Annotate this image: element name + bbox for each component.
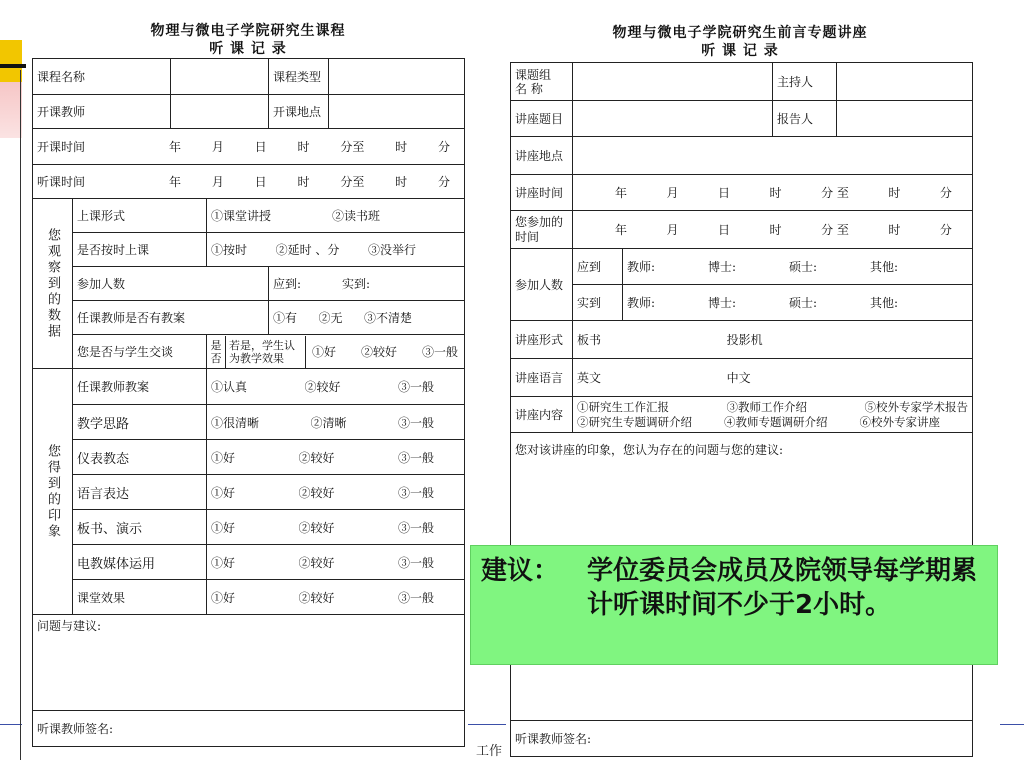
date-year: 年 (615, 223, 628, 237)
label-place: 讲座地点 (511, 137, 573, 175)
opt: ③一般 (397, 380, 434, 394)
date-hour: 时 (297, 175, 310, 189)
label-talk-students: 您是否与学生交谈 (73, 335, 207, 369)
date-min-to: 分 至 (821, 186, 849, 200)
date-hour2: 时 (395, 140, 408, 154)
field-course-name[interactable] (171, 59, 269, 95)
opt: ③不清楚 (363, 311, 412, 325)
group-impression: 您得到的印象 (33, 369, 73, 615)
row-listen-time[interactable] (33, 165, 465, 199)
label-actual: 实到 (573, 285, 623, 321)
course-record-table (32, 58, 465, 747)
label-impression-prompt: 您对该讲座的印象，您认为存在的问题与您的建议: (515, 443, 784, 457)
opt: ②较好 (298, 450, 335, 465)
label-impression: 教学思路 (73, 405, 207, 440)
date-hour: 时 (297, 140, 310, 154)
opt: 中文 (726, 371, 751, 385)
date-hour2: 时 (888, 186, 901, 200)
opt: ①很清晰 (211, 415, 260, 430)
form-title-line2: 听 课 记 录 (701, 43, 779, 59)
opt: ④教师专题调研介绍 (724, 414, 828, 429)
label-teacher: 教师: (627, 260, 656, 274)
label-attendance: 参加人数 (73, 267, 269, 301)
label-impression: 课堂效果 (73, 580, 207, 615)
opts-lecture-content[interactable] (573, 397, 973, 433)
opt: ②较好 (361, 345, 398, 359)
label-lecture-content: 讲座内容 (511, 397, 573, 433)
date-month: 月 (666, 223, 679, 237)
opts-impression[interactable] (207, 545, 465, 580)
course-record-form (28, 18, 468, 758)
no-label: 否 (210, 351, 222, 365)
opt: ①好 (211, 590, 236, 605)
row-open-time[interactable] (33, 129, 465, 165)
label-signature: 听课教师签名: (515, 732, 592, 746)
opt: ①认真 (211, 380, 248, 394)
date-min-to: 分至 (340, 140, 365, 154)
opts-class-form[interactable] (207, 199, 465, 233)
opt: 实到: (341, 277, 371, 291)
opts-lecture-form[interactable] (573, 321, 973, 359)
opt: ②较好 (298, 555, 335, 570)
opt: ②研究生专题调研介绍 (577, 414, 692, 429)
label-master: 硕士: (788, 296, 818, 310)
opts-impression[interactable] (207, 369, 465, 405)
label-group-line1: 课题组 (515, 67, 552, 82)
opt: ③一般 (397, 485, 434, 500)
label-impression: 任课教师教案 (73, 369, 207, 405)
label-reporter: 报告人 (773, 101, 837, 137)
opt: ②无 (318, 311, 343, 325)
opt: ①课堂讲授 (211, 209, 272, 223)
field-topic[interactable] (573, 101, 773, 137)
opts-impression[interactable] (207, 475, 465, 510)
opt: 投影机 (726, 333, 763, 347)
opt: ③一般 (397, 415, 434, 430)
label-other: 其他: (869, 260, 898, 274)
opt: 应到: (273, 277, 302, 291)
label-time: 讲座时间 (511, 175, 573, 211)
slide-left-rule (20, 70, 21, 760)
opt: ①好 (312, 345, 337, 359)
label-should: 应到 (573, 249, 623, 285)
note-label: 建议： (481, 556, 560, 586)
footer-line-left (0, 724, 22, 725)
slide-accent-pink (0, 82, 22, 138)
footer-line-mid (462, 724, 506, 725)
field-teacher[interactable] (171, 95, 269, 129)
date-hour: 时 (769, 223, 782, 237)
opt: ③教师工作介绍 (726, 399, 807, 414)
opt: ③一般 (397, 450, 434, 465)
date-min-to: 分 至 (821, 223, 849, 237)
if-yes-text: 为教学效果 (229, 351, 285, 365)
field-reporter[interactable] (837, 101, 973, 137)
opts-impression[interactable] (207, 510, 465, 545)
opt: ①按时 (211, 243, 248, 257)
label-host: 主持人 (773, 63, 837, 101)
form-title (28, 18, 468, 58)
field-questions[interactable] (33, 615, 465, 711)
label-phd: 博士: (707, 260, 737, 274)
opts-impression[interactable] (207, 405, 465, 440)
label-on-time: 是否按时上课 (73, 233, 207, 267)
form-title-line2: 听 课 记 录 (209, 41, 287, 57)
opt: ②较好 (298, 485, 335, 500)
label-teacher: 教师: (627, 296, 656, 310)
field-time[interactable] (573, 175, 973, 211)
field-location[interactable] (329, 95, 465, 129)
opt: ②较好 (298, 520, 335, 535)
label-signature: 听课教师签名: (37, 722, 114, 736)
form-title-line1: 物理与微电子学院研究生课程 (150, 23, 346, 39)
field-actual[interactable] (623, 285, 973, 321)
if-yes-text: 若是，学生认 (229, 338, 296, 352)
opt: ②较好 (304, 380, 341, 394)
yes-label: 是 (210, 338, 222, 352)
opt: ②清晰 (310, 415, 347, 430)
field-signature[interactable] (33, 711, 465, 747)
date-month: 月 (666, 186, 679, 200)
date-min: 分 (939, 223, 952, 237)
form-title (506, 20, 974, 60)
opt: 板书 (577, 333, 602, 347)
opt: ②延时 、分 (275, 243, 340, 257)
opts-impression[interactable] (207, 440, 465, 475)
opt: ③一般 (397, 590, 434, 605)
footer-line-right (1000, 724, 1024, 725)
opts-lesson-plan[interactable] (269, 301, 465, 335)
field-host[interactable] (837, 63, 973, 101)
field-group-name[interactable] (573, 63, 773, 101)
label-listen-time: 听课时间 (37, 175, 86, 189)
opt: ①好 (211, 555, 236, 570)
date-year: 年 (169, 175, 182, 189)
opt: ①研究生工作汇报 (577, 399, 669, 414)
date-day: 日 (718, 186, 731, 200)
date-min: 分 (437, 140, 450, 154)
field-course-type[interactable] (329, 59, 465, 95)
field-place[interactable] (573, 137, 973, 175)
opts-on-time[interactable] (207, 233, 465, 267)
opt: ③没举行 (367, 243, 416, 257)
opt: ①好 (211, 520, 236, 535)
label-attend-line2: 时间 (515, 229, 540, 244)
opts-talk-students[interactable] (207, 335, 465, 369)
label-master: 硕士: (788, 260, 818, 274)
label-teacher: 开课教师 (33, 95, 171, 129)
opt: 英文 (577, 371, 602, 385)
label-open-time: 开课时间 (37, 140, 86, 154)
label-lesson-plan: 任课教师是否有教案 (73, 301, 269, 335)
label-group-line2: 名 称 (515, 81, 543, 96)
label-impression: 电教媒体运用 (73, 545, 207, 580)
date-day: 日 (254, 175, 267, 189)
opts-attendance[interactable] (269, 267, 465, 301)
label-questions: 问题与建议: (37, 619, 102, 633)
opt: ②较好 (298, 590, 335, 605)
date-min-to: 分至 (340, 175, 365, 189)
note-text: 学位委员会成员及院领导每学期累计听课时间不少于2小时。 (587, 556, 978, 620)
date-hour2: 时 (395, 175, 408, 189)
field-should[interactable] (623, 249, 973, 285)
opt: ③一般 (397, 520, 434, 535)
label-attend-line1: 您参加的 (515, 214, 564, 229)
label-impression: 语言表达 (73, 475, 207, 510)
opts-impression[interactable] (207, 580, 465, 615)
label-group-name (511, 63, 573, 101)
field-attend-time[interactable] (573, 211, 973, 249)
date-day: 日 (718, 223, 731, 237)
label-class-form: 上课形式 (73, 199, 207, 233)
date-hour: 时 (769, 186, 782, 200)
opts-lecture-lang[interactable] (573, 359, 973, 397)
opt: ②读书班 (332, 209, 381, 223)
date-min: 分 (437, 175, 450, 189)
form-title-line1: 物理与微电子学院研究生前言专题讲座 (612, 25, 868, 41)
label-lecture-form: 讲座形式 (511, 321, 573, 359)
opt: ①好 (211, 450, 236, 465)
date-day: 日 (254, 140, 267, 154)
label-participants: 参加人数 (511, 249, 573, 321)
label-course-type: 课程类型 (269, 59, 329, 95)
date-min: 分 (939, 186, 952, 200)
label-lecture-lang: 讲座语言 (511, 359, 573, 397)
opt: ③一般 (397, 555, 434, 570)
label-course-name: 课程名称 (33, 59, 171, 95)
label-impression: 板书、演示 (73, 510, 207, 545)
label-attend-time (511, 211, 573, 249)
group-observe: 您观察到的数据 (33, 199, 73, 369)
opt: ①好 (211, 485, 236, 500)
label-topic: 讲座题目 (511, 101, 573, 137)
date-month: 月 (211, 175, 224, 189)
footer-fragment: 工作 (476, 744, 503, 759)
label-phd: 博士: (707, 296, 737, 310)
slide-accent-black (0, 64, 26, 68)
suggestion-note (470, 545, 998, 665)
opt: ⑤校外专家学术报告 (864, 399, 968, 414)
field-signature[interactable] (511, 721, 973, 757)
date-year: 年 (169, 140, 182, 154)
opt: ⑥校外专家讲座 (859, 414, 940, 429)
label-other: 其他: (869, 296, 898, 310)
date-year: 年 (615, 186, 628, 200)
date-hour2: 时 (888, 223, 901, 237)
label-location: 开课地点 (269, 95, 329, 129)
opt: ①有 (273, 311, 298, 325)
label-impression: 仪表教态 (73, 440, 207, 475)
date-month: 月 (211, 140, 224, 154)
opt: ③一般 (421, 345, 458, 359)
